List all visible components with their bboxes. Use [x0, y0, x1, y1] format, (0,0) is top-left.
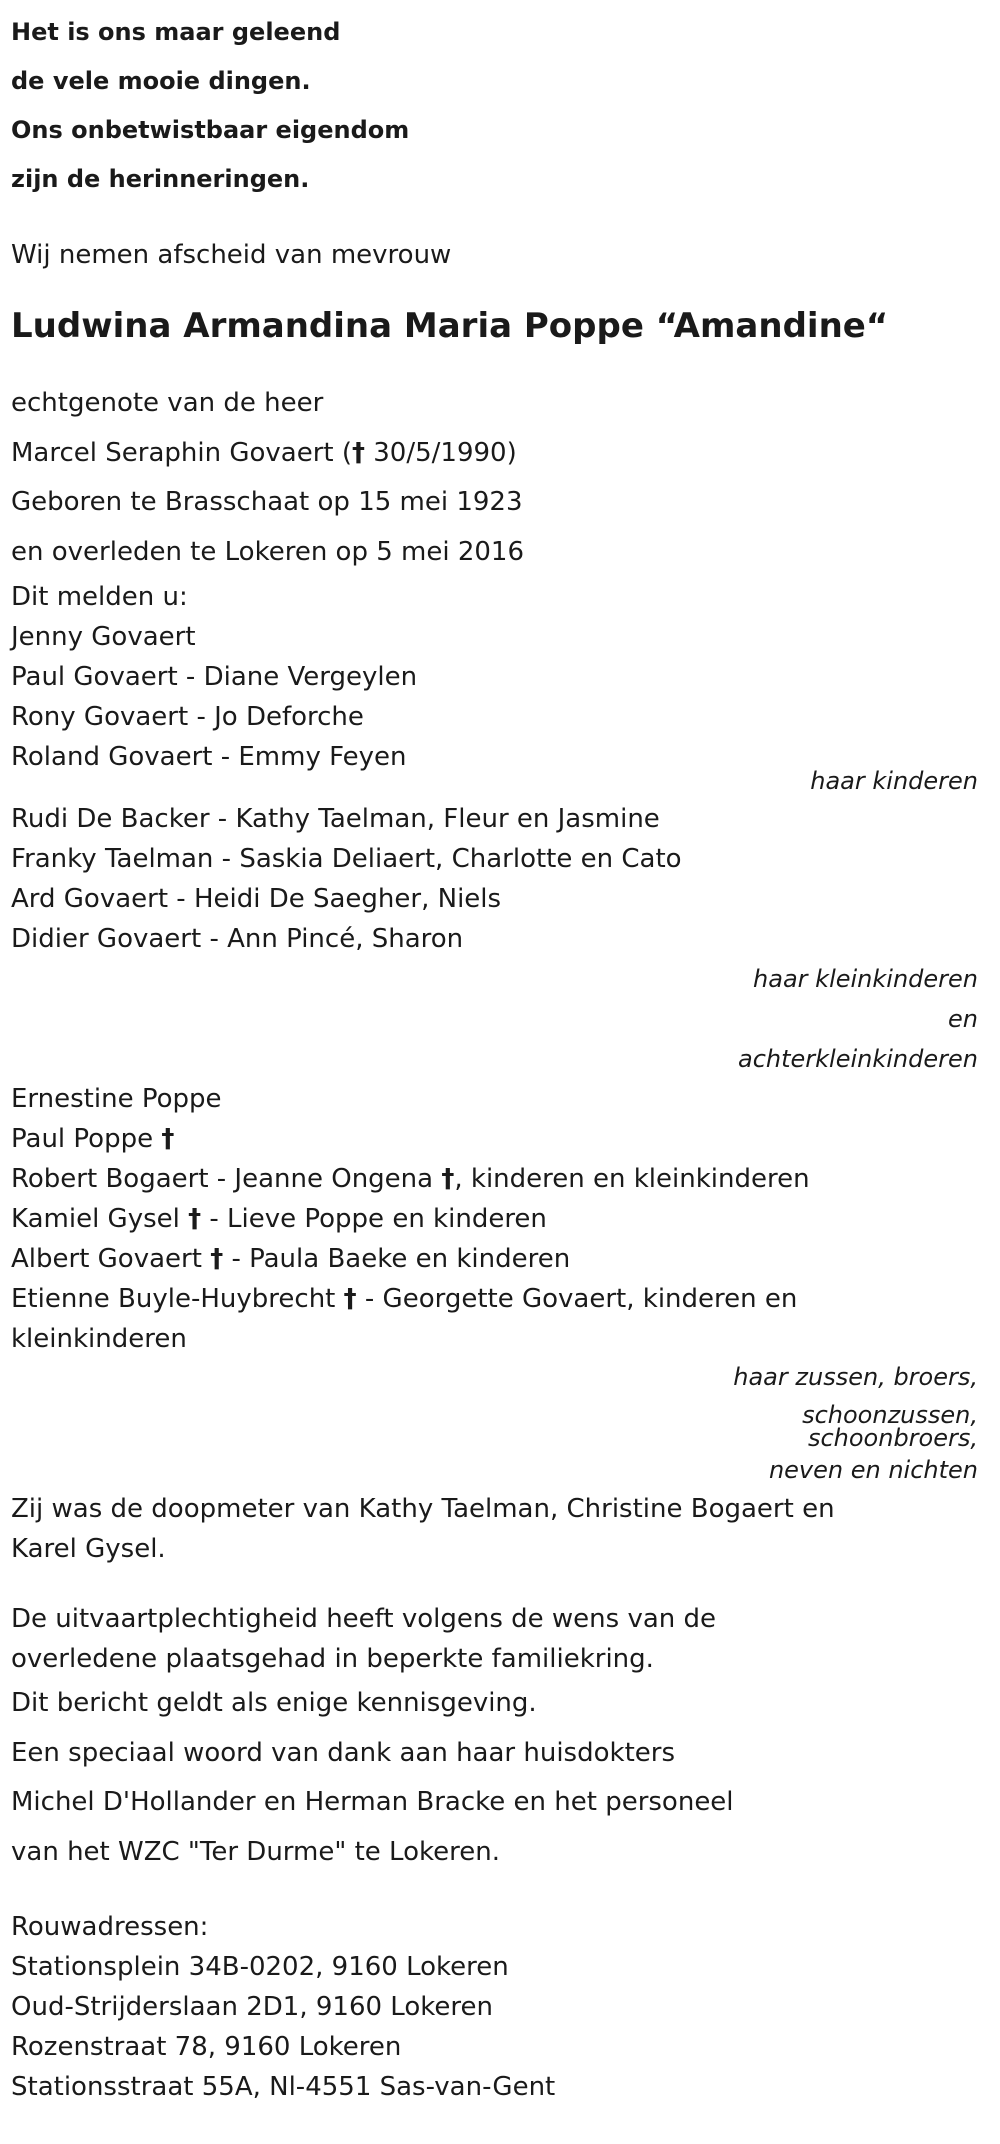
death-info: en overleden te Lokeren op 5 mei 2016	[11, 536, 525, 567]
list-item: Roland Govaert - Emmy Feyen	[11, 742, 407, 772]
poem-line: zijn de herinneringen.	[11, 165, 310, 193]
list-item	[11, 1119, 989, 1159]
address-line: Stationsplein 34B-0202, 9160 Lokeren	[11, 1952, 509, 1982]
cross-icon: †	[188, 1204, 202, 1234]
sibling-family: - Georgette Govaert, kinderen en kleinkinderen	[11, 1284, 798, 1354]
thanks-line: Een speciaal woord van dank aan haar huisdokters	[11, 1737, 675, 1768]
spouse-intro: echtgenote van de heer	[11, 388, 324, 418]
intro-text: Wij nemen afscheid van mevrouw	[11, 240, 452, 270]
list-item: Didier Govaert - Ann Pincé, Sharon	[11, 924, 464, 954]
grandchildren-block	[11, 799, 989, 1079]
grandchildren-role: achterkleinkinderen	[738, 1045, 978, 1073]
cross-icon: †	[441, 1164, 455, 1194]
siblings-block	[11, 1079, 989, 1489]
cross-icon: †	[210, 1244, 224, 1274]
birth-info: Geboren te Brasschaat op 15 mei 1923	[11, 487, 523, 517]
children-block	[11, 577, 989, 793]
list-item	[11, 1239, 989, 1279]
sibling-family: - Paula Baeke en kinderen	[223, 1244, 571, 1274]
poem-line: Ons onbetwistbaar eigendom	[11, 116, 410, 144]
spouse-death-date: 30/5/1990)	[365, 437, 517, 468]
announced-by: Dit melden u:	[11, 582, 188, 612]
list-item: Ard Govaert - Heidi De Saegher, Niels	[11, 884, 502, 914]
siblings-role: haar zussen, broers,	[733, 1363, 978, 1391]
list-item: Rudi De Backer - Kathy Taelman, Fleur en Jasmine	[11, 804, 660, 834]
siblings-role: neven en nichten	[768, 1456, 978, 1484]
list-item: Paul Govaert - Diane Vergeylen	[11, 662, 418, 692]
cross-icon: †	[343, 1284, 357, 1314]
sibling-name: Etienne Buyle-Huybrecht	[11, 1284, 344, 1314]
poem-line: de vele mooie dingen.	[11, 67, 311, 95]
list-item: Rony Govaert - Jo Deforche	[11, 702, 364, 732]
thanks-line: Michel D'Hollander en Herman Bracke en het personeel	[11, 1787, 734, 1817]
godmother-text: Zij was de doopmeter van Kathy Taelman, Christine Bogaert en Karel Gysel.	[11, 1494, 835, 1564]
sibling-name: Robert Bogaert - Jeanne Ongena	[11, 1164, 442, 1194]
siblings-role: schoonbroers,	[807, 1424, 978, 1452]
sibling-name: Kamiel Gysel	[11, 1204, 189, 1234]
children-role: haar kinderen	[810, 767, 978, 795]
address-line: Oud-Strijderslaan 2D1, 9160 Lokeren	[11, 1992, 493, 2022]
list-item: Franky Taelman - Saskia Deliaert, Charlotte en Cato	[11, 844, 682, 874]
list-item: Ernestine Poppe	[11, 1084, 222, 1114]
thanks-line: van het WZC "Ter Durme" te Lokeren.	[11, 1836, 500, 1867]
notice-text: Dit bericht geldt als enige kennisgeving.	[11, 1688, 537, 1718]
list-item	[11, 1159, 989, 1199]
grandchildren-role: haar kleinkinderen	[753, 965, 978, 993]
spouse-name: Marcel Seraphin Govaert (	[11, 437, 352, 468]
poem	[11, 0, 989, 204]
sibling-name: Albert Govaert	[11, 1244, 211, 1274]
list-item	[11, 1199, 989, 1239]
grandchildren-role: en	[948, 1005, 978, 1033]
sibling-name: Paul Poppe	[11, 1124, 162, 1154]
list-item: Jenny Govaert	[11, 622, 196, 652]
address-line: Stationsstraat 55A, Nl-4551 Sas-van-Gent	[11, 2072, 556, 2102]
address-line: Rozenstraat 78, 9160 Lokeren	[11, 2032, 402, 2062]
addresses-block	[11, 1907, 989, 2107]
spouse-line	[11, 429, 989, 479]
sibling-family: - Lieve Poppe en kinderen	[201, 1204, 547, 1234]
cross-icon: †	[352, 437, 365, 468]
sibling-family: , kinderen en kleinkinderen	[454, 1164, 810, 1194]
poem-line: Het is ons maar geleend	[11, 18, 341, 46]
deceased-name: Ludwina Armandina Maria Poppe “Amandine“	[11, 306, 889, 346]
list-item	[11, 1279, 841, 1359]
cross-icon: †	[161, 1124, 175, 1154]
funeral-text: De uitvaartplechtigheid heeft volgens de wens van de overledene plaatsgehad in beperkte familiekring.	[11, 1604, 717, 1674]
siblings-role: schoonzussen,	[802, 1401, 978, 1429]
addresses-title: Rouwadressen:	[11, 1912, 209, 1942]
personal-details	[11, 379, 989, 577]
